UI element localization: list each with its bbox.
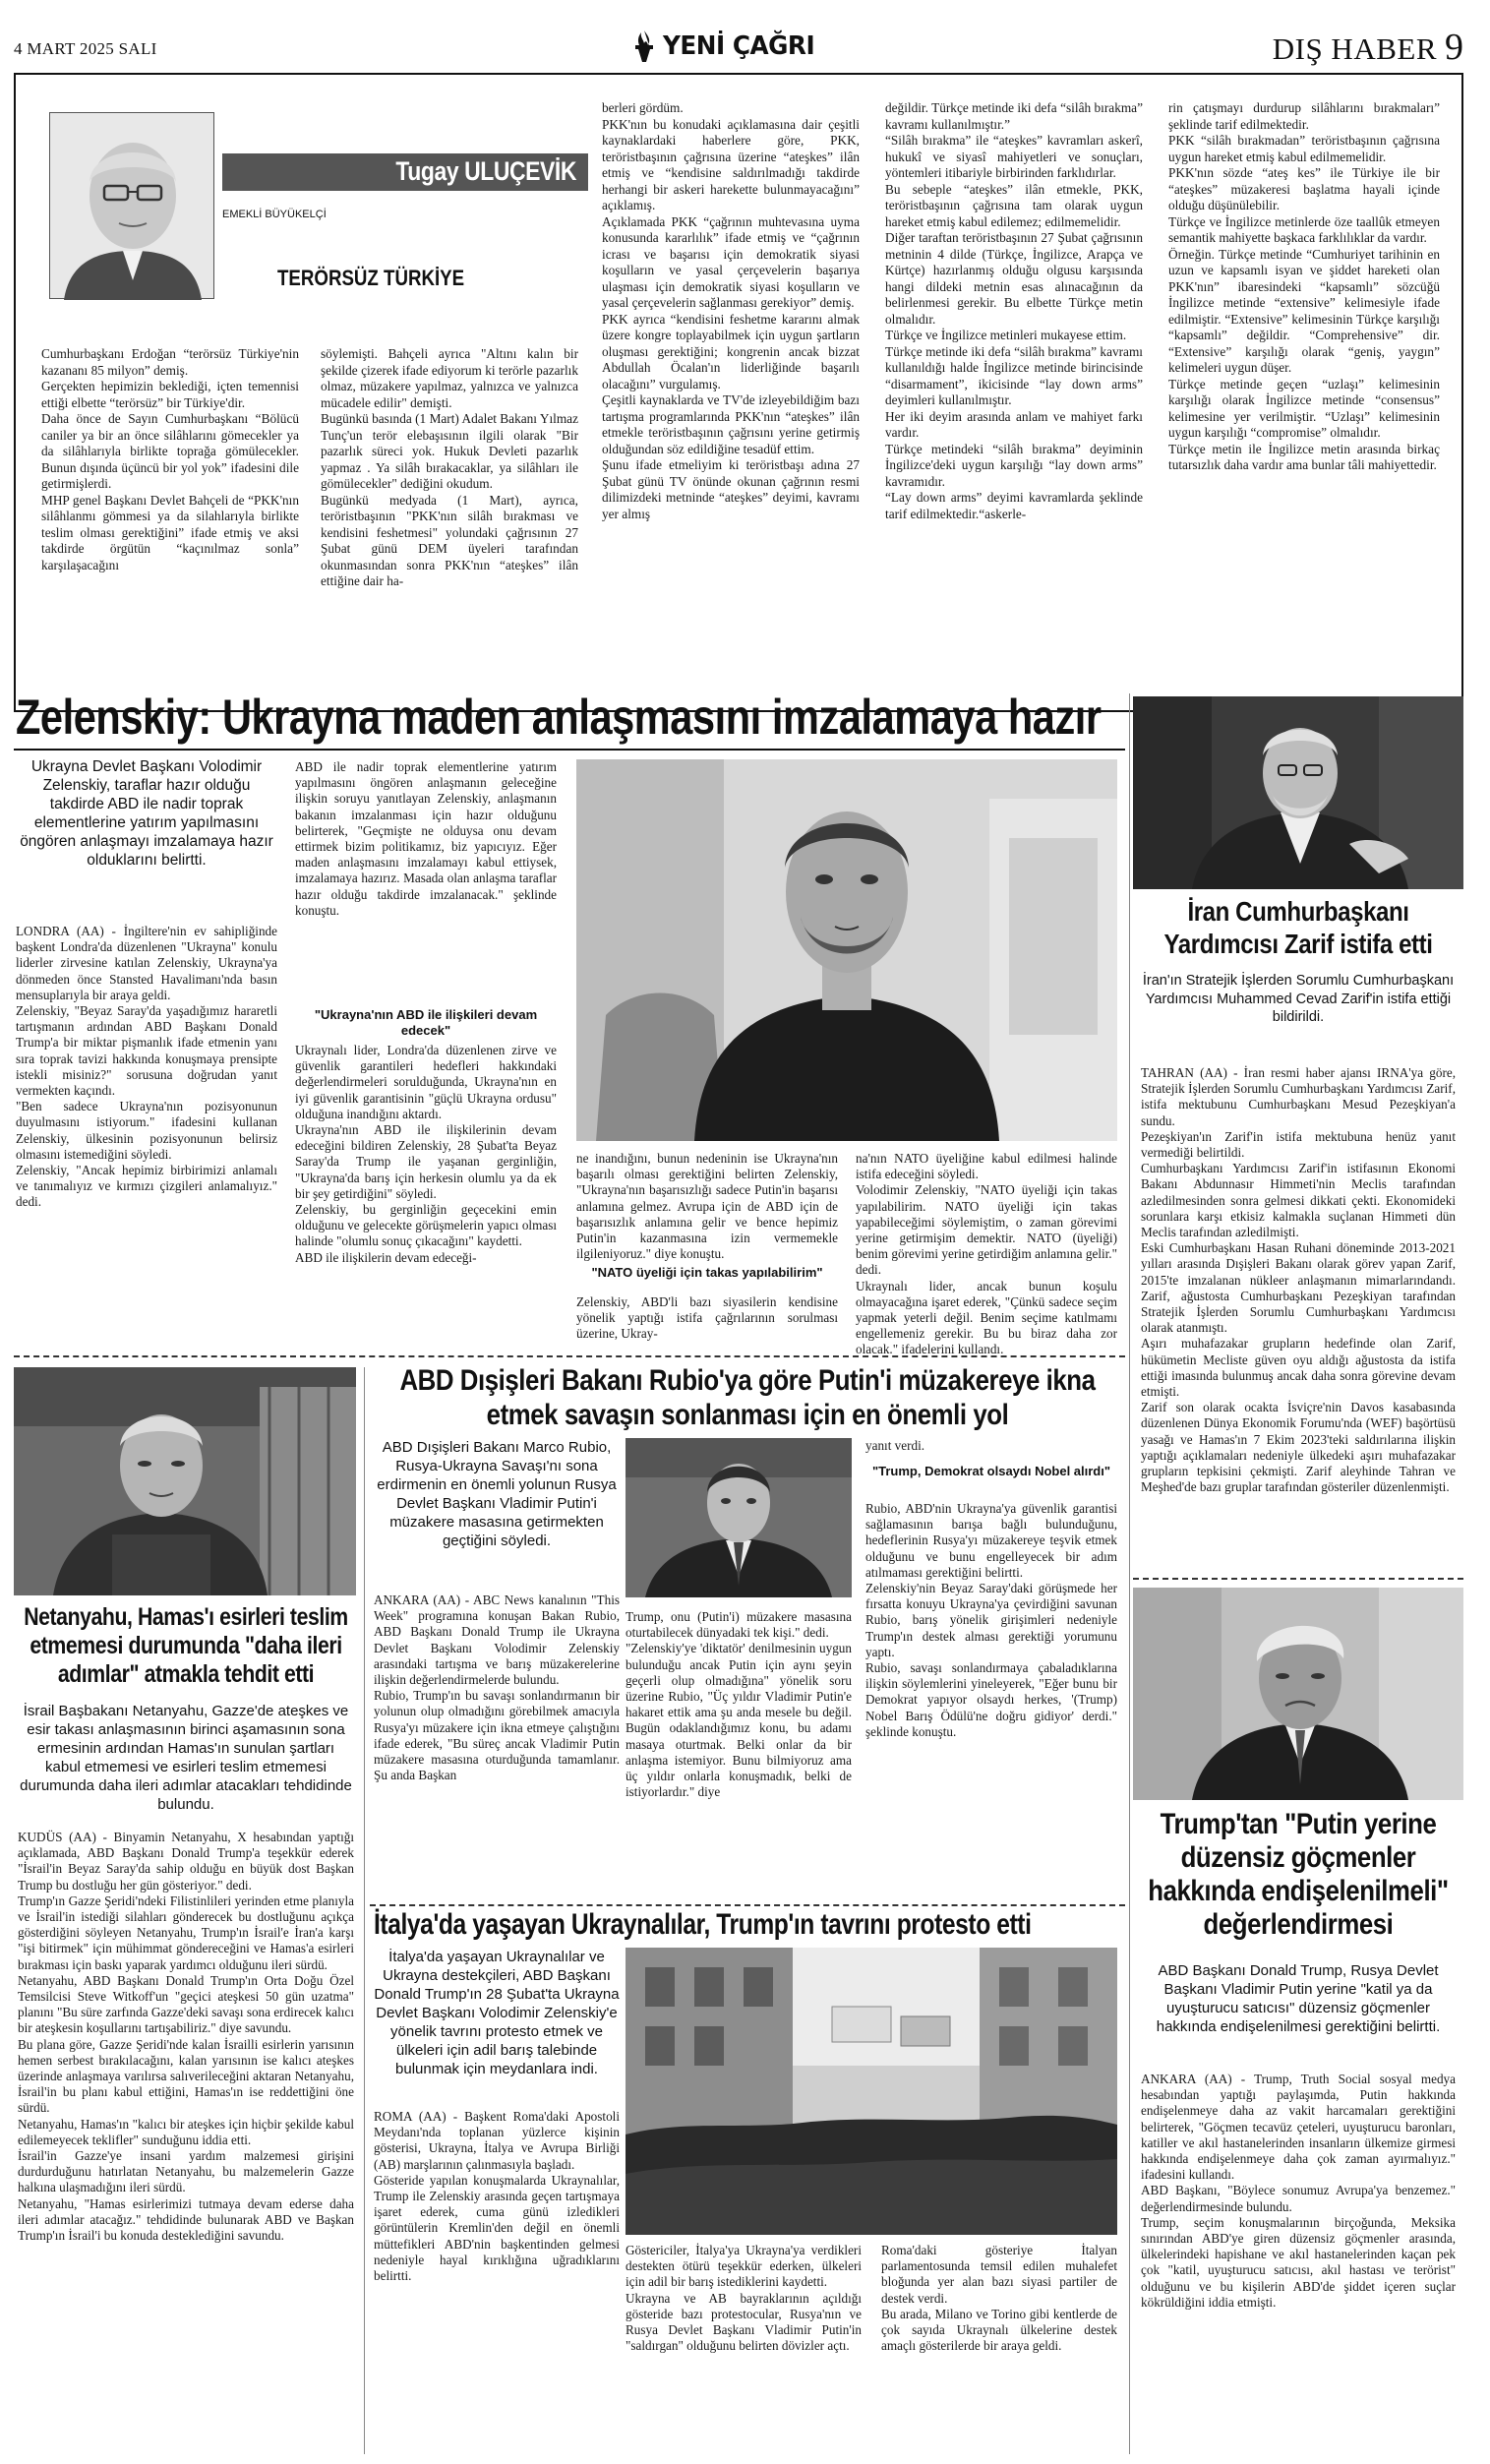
zarif-headline-text: İran Cumhurbaşkanı Yardımcısı Zarif istifa etti xyxy=(1163,896,1433,959)
italya-headline: İtalya'da yaşayan Ukraynalılar, Trump'ın tavrını protesto etti xyxy=(374,1908,1032,1941)
zelenskiy-col2b: Ukraynalı lider, Londra'da düzenlenen zirve ve güvenlik garantileri hedefleri hakkındaki değerlendirmeleri sorulduğunda, Ukrayna'nın en iyi güvenlik garantisinin "güçlü Ukrayna ordusu" olduğuna inandığını aktardı. Ukrayna'nın ABD ile ilişkilerinin devam edeceğini bildiren Zelenskiy, 28 Şubat'ta Beyaz Saray'da Trump ile yaşanan gerginliğin, "Ukrayna'da barış için herkesin olumlu ya da ek bir şey getirdiğini" söyledi. Zelenskiy, bu gerginliğin geçecekini emin olduğunu ve gelecekte görüşmelerin yapıcı olması halinde "olumlu sonuç çıkacağını" kaydetti. ABD ile ilişkilerin devam edeceği- xyxy=(295,1043,557,1265)
logo-text: YENİ ÇAĞRI xyxy=(663,31,815,61)
zelenskiy-bottom-divider xyxy=(14,1355,1125,1357)
zelenskiy-photo xyxy=(576,759,1117,1141)
left-column-divider xyxy=(364,1367,365,2454)
trump-lead: ABD Başkanı Donald Trump, Rusya Devlet Başkanı Vladimir Putin yerine "katil ya da uyuşturucu satıcısı" düzensiz göçmenler hakkında endişelenilmesi gerektiğini belirtti. xyxy=(1156,1962,1441,2035)
right-column-divider xyxy=(1129,693,1130,2454)
zelenskiy-subhead2: "NATO üyeliği için takas yapılabilirim" xyxy=(591,1265,823,1280)
trump-headline xyxy=(1133,1808,1463,1942)
trump-body: ANKARA (AA) - Trump, Truth Social sosyal medya hesabından yaptığı paylaşımda, Putin hakkında endişelenmeye daha az vakit harcamaları gerektiğini belirterek, "Göçmen tecavüz çeteleri, uyuşturucu baronları, katiller ve akıl hastanelerinden insanların ülkemize girmesi hakkında endişelenmeye daha çok zaman ayırmalıyız." ifadesini kullandı. ABD Başkanı, "Böylece sonumuz Avrupa'ya benzemez." değerlendirmesinde bulundu. Trump, seçim konuşmalarının birçoğunda, Meksika sınırından ABD'ye giren düzensiz göçmenler arasında, ülkelerindeki hapishane ve akıl hastanelerinden kaçan pek çok "katil, uyuşturucu satıcısı, akıl hastası ve terörist" olduğunu ve bu kişilerin ABD'de şiddet içeren suçlar kökrüldiğini iddia etmişti. xyxy=(1141,2072,1456,2310)
zelenskiy-headline: Zelenskiy: Ukrayna maden anlaşmasını imzalamaya hazır xyxy=(16,690,1102,745)
section-title xyxy=(1273,26,1463,69)
rubio-col1: ANKARA (AA) - ABC News kanalının "This Week" programına konuşan Bakan Rubio, ABD Başkanı Donald Trump ile Ukrayna Devlet Başkanı Volodimir Zelenskiy arasındaki tartışma ve barış müzakerelerine ilişkin değerlendirmelerde bulundu. Rubio, Trump'ın bu savaşı sonlandırmanın bir yolunun olup olmadığını görebilmek amacıyla Rusya'yı müzakere için ikna etmeye çalıştığını ifade ederek, "Bu süreç ancak Vladimir Putin müzakere masasına oturduğunda tamamlanır. Şu anda Başkan xyxy=(374,1593,620,1783)
column-text-col3: berleri gördüm. PKK'nın bu konudaki açıklamasına dair çeşitli kaynaklardaki haberlere göre, PKK, teröristbaşının çağrısına üzerine “ateşkes” ilân etmiş ve “kendisine saldırılmadığı takdirde herhangi bir askeri harekette bulunmayacağını” açıklamış. Açıklamada PKK “çağrının muhtevasına uyma konusunda kararlılık” ifade etmiş ve “çağrının icrası ve başarısı için demokratik siyasi koşulların ve yasal çerçevelerin başarıya ulaşması için demokratik siyasi koşulların ve yasal çerçevelerin sağlanması gerekiyor” demiş. PKK ayrıca “kendisini feshetme kararını almak üzere kongre toplayabilmek için uygun şartların oluşması gerektiğini; kongrenin ancak bizzat Abdullah Öcalan'ın liderliğinde başarılı olacağını” vurgulamış. Çeşitli kaynaklarda ve TV'de izleyebildiğim bazı tartışma programlarında PKK'nın “ateşkes” ilân etmekle teröristbaşının çağrısını yerine getirmiş olduğundan söz edildiğine tesadüf ettim. Şunu ifade etmeliyim ki teröristbaşı adına 27 Şubat günü TV önünde okunan çağrının resmi dilimizdeki metninde “ateşkes” deyimi, kavramı yer almış xyxy=(602,100,860,521)
netanyahu-headline-text: Netanyahu, Hamas'ı esirleri teslim etmemesi durumunda "daha ileri adımlar" atmakla tehdit etti xyxy=(24,1603,348,1688)
italya-protest-photo xyxy=(626,1948,1117,2235)
author-title: EMEKLİ BÜYÜKELÇİ xyxy=(222,209,327,220)
zarif-body: TAHRAN (AA) - İran resmi haber ajansı IRNA'ya göre, Stratejik İşlerden Sorumlu Cumhurbaşkanı Yardımcısı Zarif, istifa mektubunu Cumhurbaşkanı Mesud Pezeşkiyan'a sundu. Pezeşkiyan'ın Zarif'in istifa mektubuna henüz yanıt vermediği belirtildi. Cumhurbaşkanı Yardımcısı Zarif'in istifasının Ekonomi Bakanı Abdunnasır Himmeti'nin Meclis tarafından azledilmesinden sonra gelmesi dikkati çekti. Ekonomideki sorunlara karşı etkisiz kalmakla suçlanan Himmeti dün Meclis tarafından azledilmişti. Eski Cumhurbaşkanı Hasan Ruhani döneminde 2013-2021 yılları arasında Dışişleri Bakanı olarak görev yapan Zarif, 2015'te imzalanan nükleer anlaşmanın mimarlarındandı. Zarif, ağustosta Cumhurbaşkanı Pezeşkiyan tarafından Stratejik İşlerden Sorumlu Cumhurbaşkanı Yardımcısı olarak atanmıştı. Aşırı muhafazakar grupların hedefinde olan Zarif, hükümetin Mecliste güven oyu aldığı ağustosta da istifa ettiği imasında bulunmuş ancak daha sonra görevine devam etmişti. Zarif son olarak ocakta İsviçre'nin Davos kasabasında düzenlenen Dünya Ekonomik Forumu'nda (WEF) başörtüsü yasağı ve Hamas'ın 7 Ekim 2023'teki saldırılarına ilişkin yaptığı açıklamaları nedeniyle ülkedeki aşırı muhafazakar grupların tepkisini çekmişti. Zarif aleyhinde Tahran ve Meşhed'de bazı gruplar tarafından gösteriler düzenlenmişti. xyxy=(1141,1065,1456,1495)
column-text-col2: söylemişti. Bahçeli ayrıca "Altını kalın bir şekilde çizerek ifade ediyorum ki terörle pazarlık olmaz, müzakere yapılmaz, yalnızca ve yalnızca mücadele edilir" demişti. Bugünkü basında (1 Mart) Adalet Bakanı Yılmaz Tunç'un terör elebaşısının ilgili olarak "Bir pazarlık süreci yok. Hukuk Devleti pazarlık yapmaz . Ya silâh bırakacaklar, ya silâhları ile gömülecekler" dediğini okudum. Bugünkü medyada (1 Mart), ayrıca, teröristbaşının "PKK'nın silâh bırakması ve kendisini feshetmesi" yolundaki çağrısının 27 Şubat günü DEM üyeleri tarafından okunmasından sonra PKK'nın “ateşkes” ilân ettiğine dair ha- xyxy=(321,346,578,588)
zelenskiy-col2a: ABD ile nadir toprak elementlerine yatırım yapılmasını öngören anlaşmanın geleceğine ilişkin soruyu yanıtlayan Zelenskiy, anlaşmanın bakanın imzalanması için hazır olduğunu belirterek, "Geçmişte ne olduysa onu devam ettirmek bizim politikamız, biz yapıcıyız. Eğer maden anlaşmasını imzalamayı kabul ettiysek, imzalamaya hazırız. Masada olan anlaşma taraflar hazır olduğu takdirde imzalanacak." şeklinde konuştu. xyxy=(295,759,557,918)
zarif-divider xyxy=(1133,1578,1463,1580)
column-text-col4: değildir. Türkçe metinde iki defa “silâh bırakma” kavramı kullanılmıştır.” “Silâh bırakma” ile “ateşkes” kavramları askerî, hukukî ve siyasî mahiyetleri ve sonuçları, yöntemleri itibariyle birbirinden farklıdırlar. Bu sebeple “ateşkes” ilân etmekle, PKK, teröristbaşının çağrısına tam olarak uygun hareket etmiş kabul edilemez; edilmemelidir. Diğer taraftan teröristbaşının 27 Şubat çağrısının metninin 4 dilde (Türkçe, İngilizce, Arapça ve Kürtçe) hazırlanmış olduğu olgusu karşısında hangi dildeki metnin esas alınacağının da belirlenmesi gerekir. Bu elbette Türkçe metin olmalıdır. Türkçe ve İngilizce metinleri mukayese ettim. Türkçe metinde iki defa “silâh bırakma” kavramı kullanıldığı halde İngilizce metinde birincisinde “disarmament”, ikicisinde “lay down arms” deyimleri kullanılmıştır. Her iki deyim arasında anlam ve mahiyet farkı vardır. Türkçe metindeki “silâh bırakma” deyiminin İngilizce'deki uygun karşılığı “lay down arms” kavramıdır. “Lay down arms” deyimi kavramlarda şeklinde tarif edilmektedir.“askerle- xyxy=(885,100,1143,521)
zarif-headline xyxy=(1133,895,1463,960)
issue-date: 4 MART 2025 SALI xyxy=(14,39,157,58)
italya-col1: ROMA (AA) - Başkent Roma'daki Apostoli Meydanı'nda toplanan yüzlerce kişinin gösterisi, Ukrayna, İtalya ve Avrupa Birliği (AB) marşlarının çalınmasıyla başladı. Gösteride yapılan konuşmalarda Ukraynalılar, Trump ile Zelenskiy arasında geçen tartışmaya işaret ederek, cuma günü izledikleri görüntülerin Kremlin'den değil en önemli müttefikleri ABD'nin başkentinden gelmesi nedeniyle hayal kırıklığına uğradıklarını belirtti. xyxy=(374,2109,620,2284)
trump-headline-text: Trump'tan "Putin yerine düzensiz göçmenler hakkında endişelenilmeli" değerlendirmesi xyxy=(1148,1808,1449,1941)
rubio-divider xyxy=(370,1904,1125,1906)
zelenskiy-subhead1: "Ukrayna'nın ABD ile ilişkileri devam edecek" xyxy=(314,1007,538,1038)
italya-lead: İtalya'da yaşayan Ukraynalılar ve Ukrayna destekçileri, ABD Başkanı Donald Trump'ın 28 Şubat'ta Ukrayna Devlet Başkanı Volodimir Zelenskiy'e yönelik tavrını protesto etmek ve ülkeleri için adil barış talebinde bulunmak için meydanlara indi. xyxy=(374,1949,620,2077)
rubio-col3b: Rubio, ABD'nin Ukrayna'ya güvenlik garantisi sağlamasının barışa bağlı bulunduğunu, hedeflerinin Rusya'yı müzakereye teşvik etmek olduğunu ve bunu engelleyecek bir adım atılmaması gerektiğini belirtti. Zelenskiy'nin Beyaz Saray'daki görüşmede her fırsatta konuyu Ukrayna'ya çevirdiğini savunan Rubio, barış yönelik girişimleri nedeniyle Trump'ın destek alması gerektiği yorumunu yaptı. Rubio, savaşı sonlandırmaya çabaladıklarına ilişkin söylemlerini yineleyerek, "Eğer bunu bir Demokrat yapıyor olsaydı herkes, '(Trump) Nobel Barış Ödülü'ne doğru gidiyor' derdi." şeklinde konuştu. xyxy=(865,1501,1117,1739)
author-name-bar xyxy=(222,153,588,191)
zelenskiy-lead: Ukrayna Devlet Başkanı Volodimir Zelenskiy, taraflar hazır olduğu takdirde ABD ile nadir toprak elementlerine yatırım yapılmasını öngören anlaşmayı imzalamaya hazır olduklarını belirtti. xyxy=(20,758,273,869)
rubio-subhead: "Trump, Demokrat olsaydı Nobel alırdı" xyxy=(871,1464,1111,1478)
rubio-col2: Trump, onu (Putin'i) müzakere masasına oturtabilecek dünyadaki tek kişi." dedi. "Zelenskiy'ye 'diktatör' denilmesinin uygun bulunduğu ancak Putin için aynı şeyin geçerli olup olmadığına" yönelik soru üzerine Rubio, "Üç yıldır Vladimir Putin'e hakaret ettik ama şu anda mesele bu değil. Bugün odaklandığımız konu, bu adamı masaya oturtmak. Belki onlar da bir anlaşma istemiyor. Bunu bilmiyoruz ama üç yıldır onlarla konuşmadık, belki de istiyorlardır." diye xyxy=(626,1609,852,1800)
rubio-headline-text: ABD Dışişleri Bakanı Rubio'ya göre Putin'i müzakereye ikna etmek savaşın sonlanması için en önemli yol xyxy=(399,1364,1096,1431)
rubio-col3a: yanıt verdi. xyxy=(865,1438,925,1453)
netanyahu-lead: İsrail Başbakanı Netanyahu, Gazze'de ateşkes ve esir takası anlaşmasının birinci aşamasının sona ermesinin ardından Hamas'ın sunulan şartları kabul etmemesi ve esirleri teslim etmemesi durumunda daha ileri adımlar atacakları tehdidinde bulundu. xyxy=(20,1703,352,1813)
zelenskiy-col3b: Zelenskiy, ABD'li bazı siyasilerin kendisine yönelik yaptığı istifa çağrılarının sorulması üzerine, Ukray- xyxy=(576,1294,838,1342)
italya-col3: Roma'daki gösteriye İtalyan parlamentosunda temsil edilen muhalefet bloğunda yer alan bazı siyasi partiler de destek verdi. Bu arada, Milano ve Torino gibi kentlerde de çok sayıda Ukraynalı ülkelerine destek amaçlı gösterilerde bir araya geldi. xyxy=(881,2243,1117,2354)
masthead xyxy=(0,0,1477,69)
trump-photo xyxy=(1133,1588,1463,1800)
torch-icon xyxy=(629,29,659,64)
zelenskiy-col1: LONDRA (AA) - İngiltere'nin ev sahipliğinde başkent Londra'da düzenlenen "Ukrayna" konulu liderler zirvesine katılan Zelenskiy, Ukrayna'ya dönmeden önce Stansted Havalimanı'nda basın mensuplarıyla bir araya geldi. Zelenskiy, "Beyaz Saray'da yaşadığımız hararetli tartışmanın ardından ABD Başkanı Donald Trump'a bir miktar pişmanlık ifade etmenin yanı sıra toprak tavizi hakkında konuşmaya prensipte istekli misiniz?" sorusuna doğrudan yanıt vermekten kaçındı. "Ben sadece Ukrayna'nın pozisyonunun duyulmasını istiyorum." ifadesini kullanan Zelenskiy, ülkesinin pozisyonunun belirsiz olmasını istemediğini söyledi. Zelenskiy, "Ancak hepimiz birbirimizi anlamalı ve tanımalıyız ve kırmızı çizgileri anlamalıyız." dedi. xyxy=(16,924,277,1210)
column-text-col1: Cumhurbaşkanı Erdoğan “terörsüz Türkiye'nin kazananı 85 milyon” demiş. Gerçekten hepimizin beklediği, içten temennisi ettiği elbette “terörsüz” bir Türkiye'dir. Daha önce de Sayın Cumhurbaşkanı “Bölücü caniler ya bir an önce silâhlarını gömecekler ya da silâhlarıyla birlikte toprağa gömülecekler. Bunun dışında üçüncü bir yol yok” ifadesini dile getirmişlerdi. MHP genel Başkanı Devlet Bahçeli de “PKK'nın silâhlanmı gömmesi ya da silahlarıyla birlikte teslim olması gerektiğini” ifade etmiş ve aksi takdirde örgütün “kaçınılmaz sonla” karşılaşacağını xyxy=(41,346,299,572)
rubio-headline xyxy=(370,1363,1125,1432)
newspaper-logo xyxy=(629,28,844,65)
italya-col2: Göstericiler, İtalya'ya Ukrayna'ya verdikleri destekten ötürü teşekkür ederken, ülkeleri için adil bir barış istediklerini kaydetti. Ukrayna ve AB bayraklarının açıldığı gösteride bazı protestocular, Rusya'nın ve Rusya Devlet Başkanı Vladimir Putin'in "saldırgan" olduğunu belirten dövizler açtı. xyxy=(626,2243,862,2354)
zelenskiy-col4: na'nın NATO üyeliğine kabul edilmesi halinde istifa edeceğini söyledi. Volodimir Zelenskiy, "NATO üyeliği için takas yapılabilirim. NATO üyeliği için takas yapabileceğimi söylemiştim, o zaman görevimi yerine getirmişim demektir. NATO (üyeliği) benim görevimi yerine getirdiğim anlamına gelir." dedi. Ukraynalı lider, ancak bunun koşulu olmayacağına işaret ederek, "Çünkü sadece seçim yapmak yeterli değil. Benim seçime katılmamı engellemeniz gerekir. Bu bu biraz daha zor olacak." ifadelerini kullandı. xyxy=(856,1151,1117,1357)
rubio-photo xyxy=(626,1438,852,1597)
netanyahu-headline xyxy=(14,1603,358,1689)
zelenskiy-top-rule xyxy=(14,749,1125,751)
rubio-lead: ABD Dışişleri Bakanı Marco Rubio, Rusya-Ukrayna Savaşı'nı sona erdirmenin en önemli yolunun Rusya Devlet Başkanı Vladimir Putin'i müzakere masasına getirmekten geçtiğini söyledi. xyxy=(377,1439,617,1549)
section-name: DIŞ HABER xyxy=(1272,31,1437,66)
page-number: 9 xyxy=(1445,27,1463,68)
column-text-col5: rin çatışmayı durdurup silâhlarını bırakmaları” şeklinde tarif edilmektedir. PKK “silâh bırakmadan” teröristbaşının çağrısına uygun hareket etmiş kabul edilmemelidir. PKK'nın sözde “ateş kes” ile Türkiye ile bir “ateşkes” müzakeresi başlatma hayali içinde olduğu düşünülebilir. Türkçe ve İngilizce metinlerde öze taallûk etmeyen semantik mahiyette başkaca farklılıklar da vardır. Örneğin. Türkçe metinde “Cumhuriyet tarihinin en uzun ve kapsamlı isyan ve şiddet hareketi olan PKK'nın” ibaresindeki “kapsamlı” sözcüğü İngilizce metinde “extensive” kelimesiyle ifade edilmiştir. “Extensive” kelimesinin Türkçe karşılığı “kapsamlı” değildir. “Comprehensive” dir. “Extensive” karşılığı olarak “geniş, yaygın” kelimeleri uygun düşer. Türkçe metinde geçen “uzlaşı” kelimesinin karşılığı olarak İngilizce metinde “consensus” kelimesine yer verilmiştir. “Uzlaşı” kelimesinin uygun karşılığı “compromise” olmalıdır. Türkçe metin ile İngilizce metin arasında birkaç tutarsızlık daha vardır ama bunlar tâli mahiyettedir. xyxy=(1168,100,1440,472)
zelenskiy-col3: ne inandığını, bunun nedeninin ise Ukrayna'nın başarılı olması gerektiğini belirten Zelenskiy, "Ukrayna'nın başarısızlığı sadece Putin'in başarısı anlamına gelmez. Avrupa için de ABD için de başarısızlık anlamına gelir ve bence hepimiz Putin'in kazanmasına izin vermemekle ilgileniyoruz." diye konuştu. xyxy=(576,1151,838,1262)
netanyahu-photo xyxy=(14,1367,356,1595)
zarif-lead: İran'ın Stratejik İşlerden Sorumlu Cumhurbaşkanı Yardımcısı Muhammed Cevad Zarif'in istifa ettiği bildirildi. xyxy=(1142,973,1455,1025)
author-header xyxy=(49,108,588,336)
zarif-photo xyxy=(1133,696,1463,889)
column-title: TERÖRSÜZ TÜRKİYE xyxy=(277,266,465,290)
author-name: Tugay ULUÇEVİK xyxy=(395,156,576,186)
netanyahu-body: KUDÜS (AA) - Binyamin Netanyahu, X hesabından yaptığı açıklamada, ABD Başkanı Donald Trump'a teşekkür ederek "İsrail'in Beyaz Saray'da sahip olduğu en büyük dost Başkan Trump bu dostluğu her gün gösteriyor." dedi. Trump'ın Gazze Şeridi'ndeki Filistinlileri yerinden etme planıyla ve İsrail'in istediği silahları gönderecek bu dostluğunu açıkça gösterdiğini söyleyen Netanyahu, Trump'ın İsrail'e İran'a karşı "işi bitirmek" için mühimmat göndereceğini ve Hamas'a esirleri bırakması için baskı yaparak yardımcı olduğunu ileri sürdü. Netanyahu, ABD Başkanı Donald Trump'ın Orta Doğu Özel Temsilcisi Steve Witkoff'un "geçici ateşkesi 50 gün uzatma" planını "Bu süre zarfında Gazze'deki savaşı sona erdirecek kalıcı bir ateşkesin koşullarını tartışabiliriz." diye savundu. Bu plana göre, Gazze Şeridi'nde kalan İsrailli esirlerin yarısının hemen serbest bırakılacağını, kalan yarısının ise kalıcı ateşkes üzerinde anlaşmaya varılırsa salıverileceğini aktaran Netanyahu, İsrail'in bu planı kabul ettiğini, Hamas'ın ise reddettiğini öne sürdü. Netanyahu, Hamas'ın "kalıcı bir ateşkes için hiçbir şekilde kabul edilemeyecek teklifler" sunduğunu iddia etti. İsrail'in Gazze'ye insani yardım malzemesi girişini durdurduğunu hatırlatan Netanyahu, bu malzemelerin Gazze halkına ulaşmadığını ileri sürdü. Netanyahu, "Hamas esirlerimizi tutmaya devam ederse daha ileri adımlar atacağız." tehdidinde bulunarak ABD ve Başkan Trump'ın İsrail'i bu konuda desteklediğini savundu. xyxy=(18,1830,354,2244)
author-photo xyxy=(49,112,214,299)
